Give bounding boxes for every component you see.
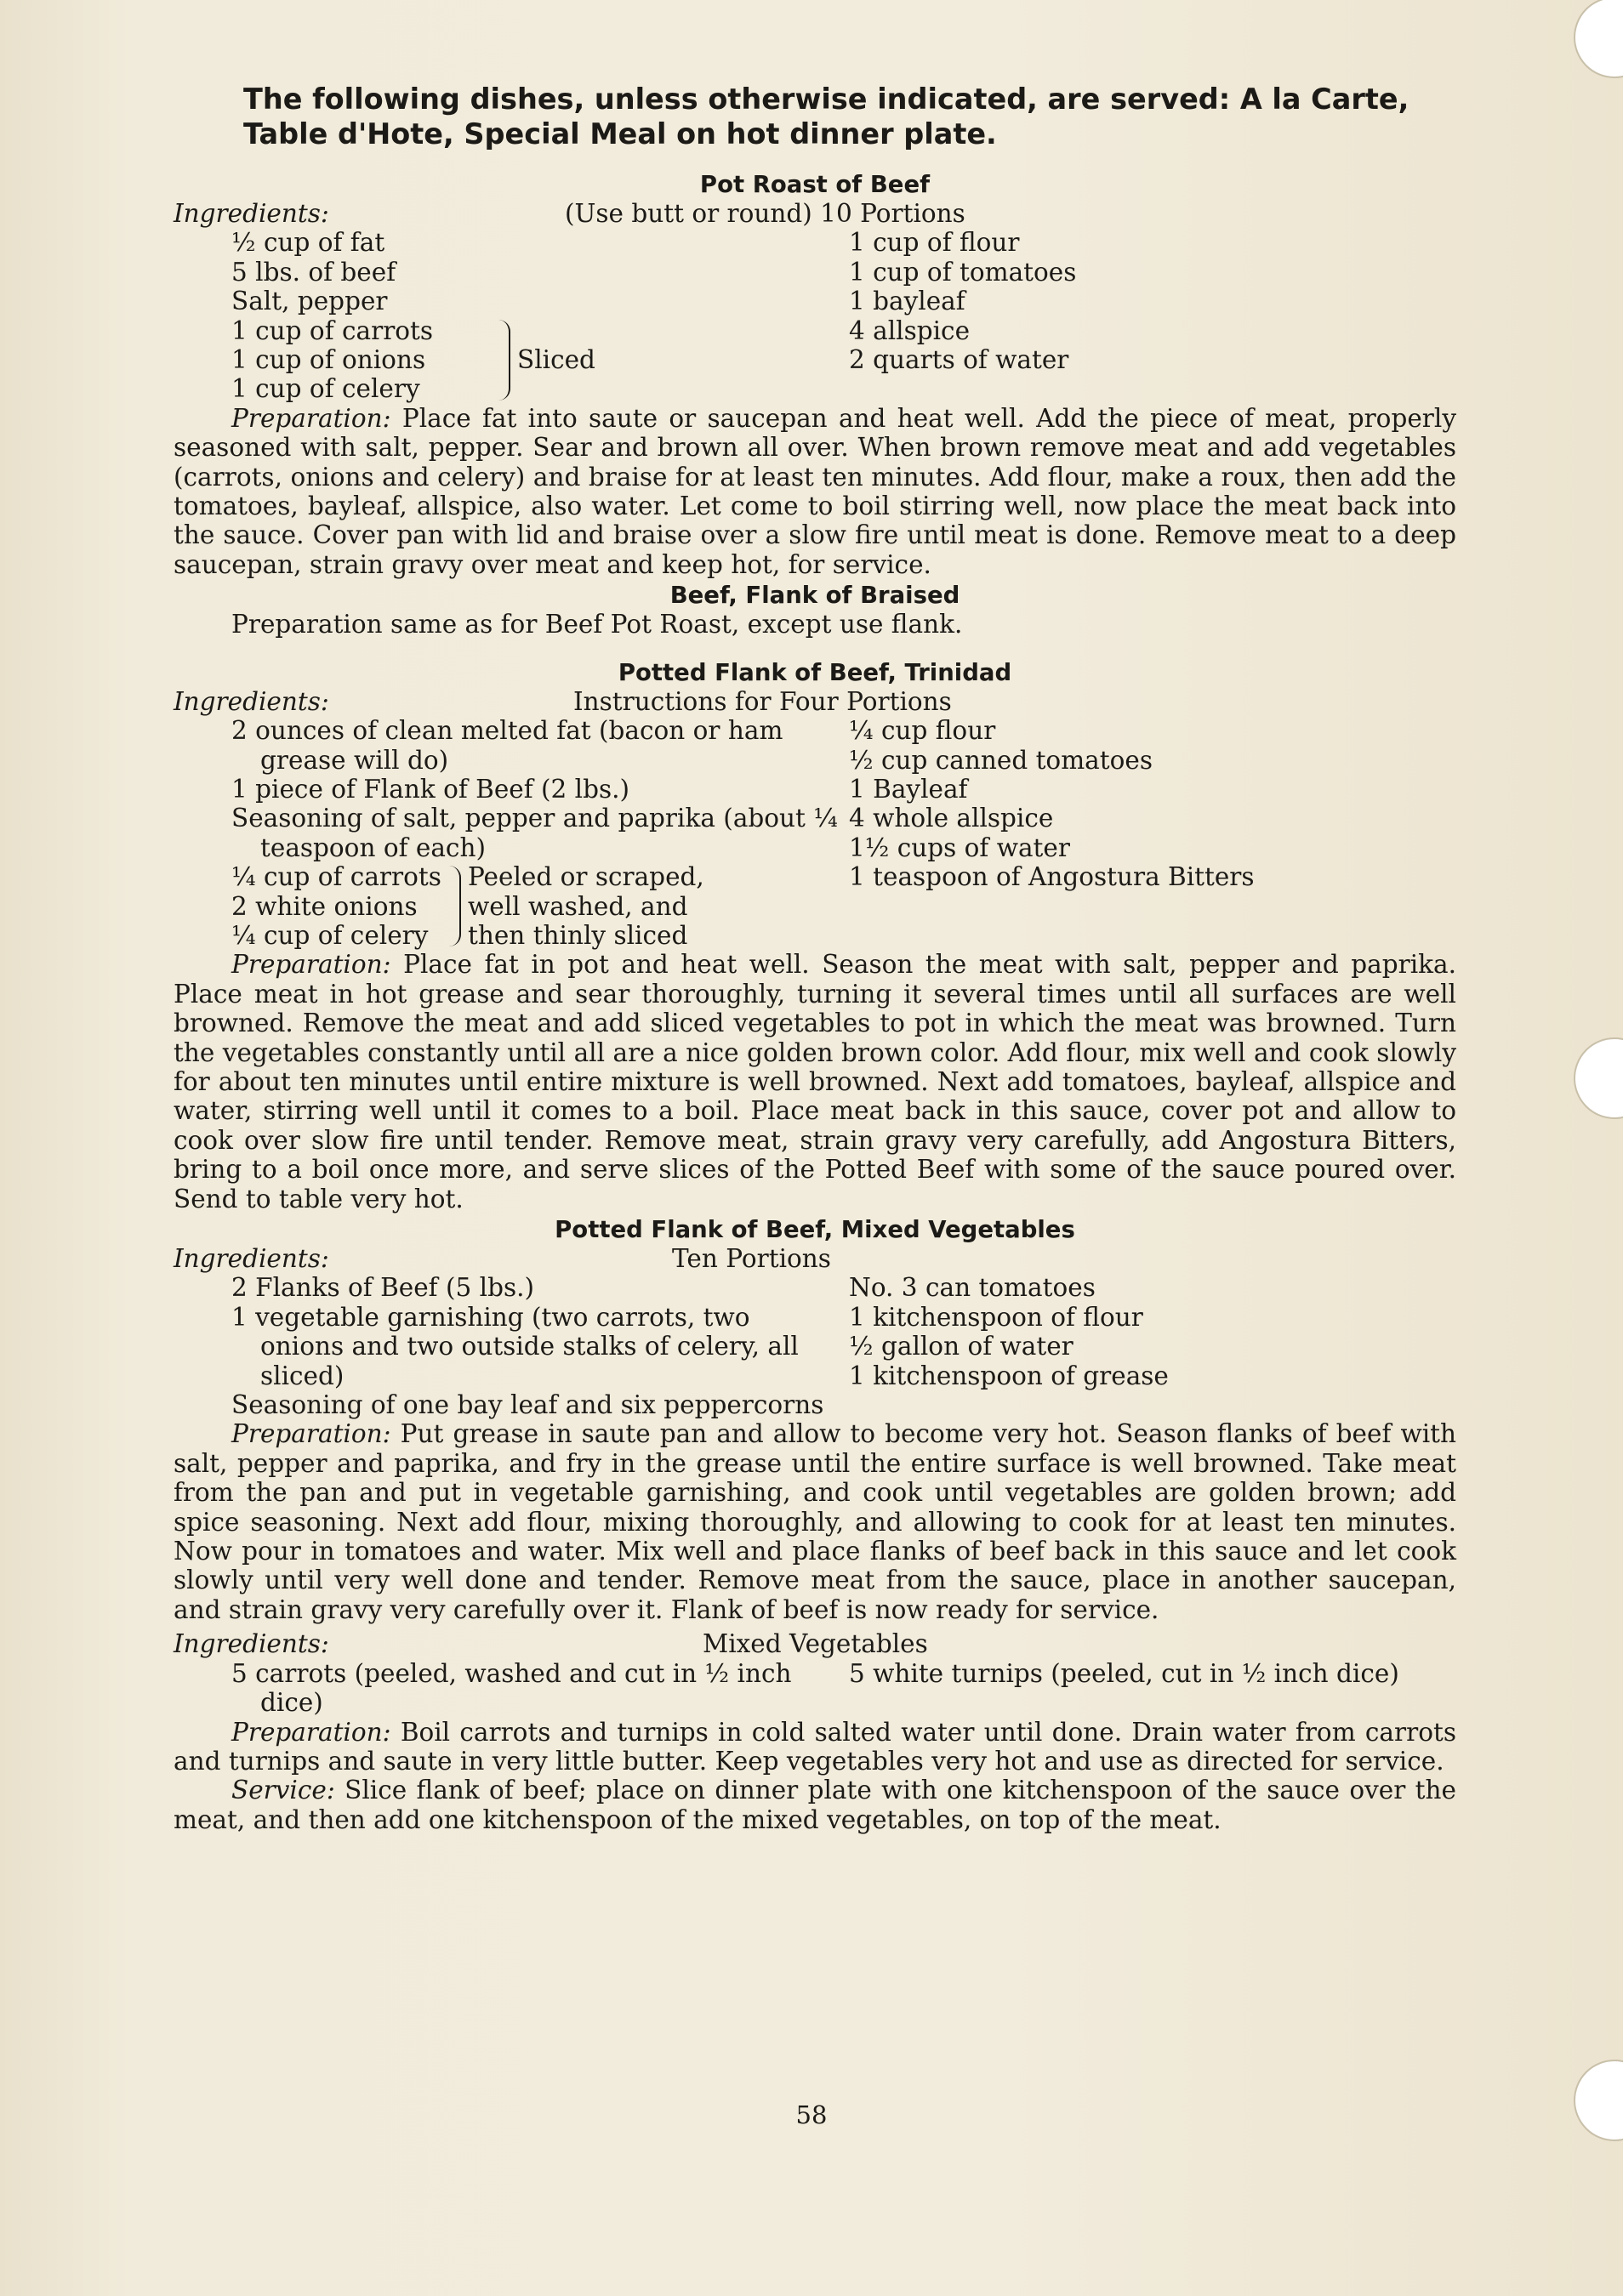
preparation-paragraph	[174, 950, 1456, 1213]
preparation-text: Place fat in pot and heat well. Season the meat with salt, pepper and paprika. Place meat in hot grease and sear thoroughly, turning it several times until all surfaces are well browned. Remove the meat and add sliced vegetables to pot in which the meat was browned. Turn the vegetables constantly until all are a nice golden brown color. Add flour, mix well and cook slowly for about ten minutes until entire mixture is well browned. Next add tomatoes, bayleaf, allspice and water, stirring well until it comes to a boil. Place meat back in this sauce, cover pot and allow to cook over slow fire until tender. Remove meat, strain gravy very carefully, add Angostura Bitters, bring to a boil once more, and serve slices of the Potted Beef with some of the sauce poured over. Send to table very hot.	[174, 950, 1456, 1213]
punch-hole	[1574, 0, 1623, 78]
brace-note: Peeled or scraped, well washed, and then thinly sliced	[468, 862, 704, 950]
page-number: 58	[795, 2100, 828, 2129]
service-paragraph	[174, 1776, 1456, 1834]
ingredient: ¼ cup of carrots	[231, 862, 441, 892]
ingredient: No. 3 can tomatoes	[849, 1273, 1096, 1303]
ingredient: 1 cup of carrots	[231, 315, 434, 345]
preparation-text: Place fat into saute or saucepan and heat well. Add the piece of meat, properly seasoned with salt, pepper. Sear and brown all over. When brown remove meat and add vegetables (carrots, onions and celery) and braise for at least ten minutes. Add flour, make a roux, then add the tomatoes, bayleaf, allspice, also water. Let come to boil stirring well, now place the meat back into the sauce. Cover pan with lid and braise over a slow fire until meat is done. Remove meat to a deep saucepan, strain gravy over meat and keep hot, for service.	[174, 403, 1456, 579]
page-content	[174, 82, 1456, 1834]
recipe-subtitle: (Use butt or round) 10 Portions	[565, 199, 965, 228]
ingredient: 1 kitchenspoon of grease	[849, 1361, 1169, 1390]
ingredients-label: Ingredients:	[174, 686, 329, 716]
ingredient: 1 teaspoon of Angostura Bitters	[849, 862, 1255, 892]
ingredient: 1 kitchenspoon of flour	[849, 1302, 1143, 1332]
ingredient: 1 piece of Flank of Beef (2 lbs.)	[231, 774, 630, 804]
ingredients-label: Ingredients:	[174, 1629, 329, 1659]
preparation-text: Boil carrots and turnips in cold salted water until done. Drain water from carrots and turnips and saute in very little butter. Keep vegetables very hot and use as directed for service.	[174, 1717, 1456, 1776]
ingredient: ¼ cup of celery	[231, 920, 429, 950]
recipe-subtitle: Ten Portions	[672, 1244, 831, 1273]
preparation-text: Put grease in saute pan and allow to become very hot. Season flanks of beef with salt, pepper and paprika, and fry in the grease until the entire surface is well browned. Take meat from the pan and put in vegetable garnishing, and cook until vegetables are golden brown; add spice seasoning. Next add flour, mixing thoroughly, and allowing to cook for at least ten minutes. Now pour in tomatoes and water. Mix well and place flanks of beef back in this sauce and let cook slowly until very well done and tender. Remove meat from the sauce, place in another saucepan, and strain gravy very carefully over it. Flank of beef is now ready for service.	[174, 1419, 1456, 1624]
ingredient: 2 white onions	[231, 891, 418, 921]
ingredient: 2 Flanks of Beef (5 lbs.)	[231, 1273, 534, 1303]
ingredient: 2 ounces of clean melted fat (bacon or ham grease will do)	[231, 716, 783, 775]
preparation-paragraph	[174, 1718, 1456, 1776]
ingredient: 5 lbs. of beef	[231, 257, 396, 287]
punch-hole	[1574, 1037, 1623, 1119]
ingredient: 1 cup of tomatoes	[849, 257, 1077, 287]
ingredient: ½ gallon of water	[849, 1332, 1073, 1361]
ingredient: 1 cup of flour	[849, 228, 1020, 258]
brace	[446, 866, 461, 946]
ingredient: 1 bayleaf	[849, 287, 965, 316]
ingredient: 1½ cups of water	[849, 833, 1070, 862]
service-label: Service:	[231, 1776, 335, 1805]
ingredients-label: Ingredients:	[174, 199, 329, 228]
braised-text: Preparation same as for Beef Pot Roast, except use flank.	[231, 610, 963, 639]
preparation-label: Preparation:	[231, 1419, 391, 1449]
recipe-mixed-vegetables	[174, 1215, 1456, 1834]
recipe-title: Potted Flank of Beef, Mixed Vegetables	[555, 1216, 1075, 1243]
preparation-label: Preparation:	[231, 403, 391, 433]
recipe-trinidad	[174, 658, 1456, 1213]
ingredient: ½ cup canned tomatoes	[849, 745, 1153, 775]
ingredients-label: Ingredients:	[174, 1244, 329, 1273]
ingredient: Seasoning of salt, pepper and paprika (about ¼ teaspoon of each)	[231, 804, 838, 862]
ingredient: Salt, pepper	[231, 287, 388, 316]
brace-note: Sliced	[517, 345, 595, 375]
recipe-title: Pot Roast of Beef	[699, 171, 931, 198]
ingredient: 1 Bayleaf	[849, 774, 968, 804]
brace	[495, 320, 510, 401]
recipe-braised	[174, 581, 1456, 639]
preparation-label: Preparation:	[231, 1717, 391, 1747]
recipe-pot-roast	[174, 170, 1456, 579]
ingredient: 5 white turnips (peeled, cut in ½ inch dice)	[849, 1658, 1399, 1688]
ingredient: 4 allspice	[849, 315, 971, 345]
ingredient: 4 whole allspice	[849, 804, 1054, 833]
ingredient: 1 cup of celery	[231, 374, 420, 404]
ingredient: 2 quarts of water	[849, 345, 1069, 375]
recipe-subtitle: Instructions for Four Portions	[573, 686, 952, 716]
ingredient: Seasoning of one bay leaf and six peppercorns	[231, 1390, 824, 1420]
ingredient: 1 cup of onions	[231, 345, 426, 375]
ingredient: ½ cup of fat	[231, 228, 385, 258]
intro-text: The following dishes, unless otherwise indicated, are served: A la Carte, Table d'Hote, Special Meal on hot dinner plate.	[243, 82, 1409, 151]
recipe-title: Beef, Flank of Braised	[669, 582, 960, 610]
preparation-label: Preparation:	[231, 950, 391, 980]
preparation-paragraph	[174, 404, 1456, 579]
service-text: Slice flank of beef; place on dinner plate with one kitchenspoon of the sauce over the meat, and then add one kitchenspoon of the mixed vegetables, on top of the meat.	[174, 1776, 1456, 1834]
sub-recipe-title: Mixed Vegetables	[703, 1629, 928, 1659]
ingredient: 1 vegetable garnishing (two carrots, two onions and two outside stalks of celery, all sliced)	[231, 1302, 799, 1390]
recipe-title: Potted Flank of Beef, Trinidad	[618, 658, 1012, 686]
preparation-paragraph	[174, 1419, 1456, 1624]
ingredient: ¼ cup flour	[849, 716, 996, 746]
ingredient: 5 carrots (peeled, washed and cut in ½ inch dice)	[231, 1658, 792, 1718]
